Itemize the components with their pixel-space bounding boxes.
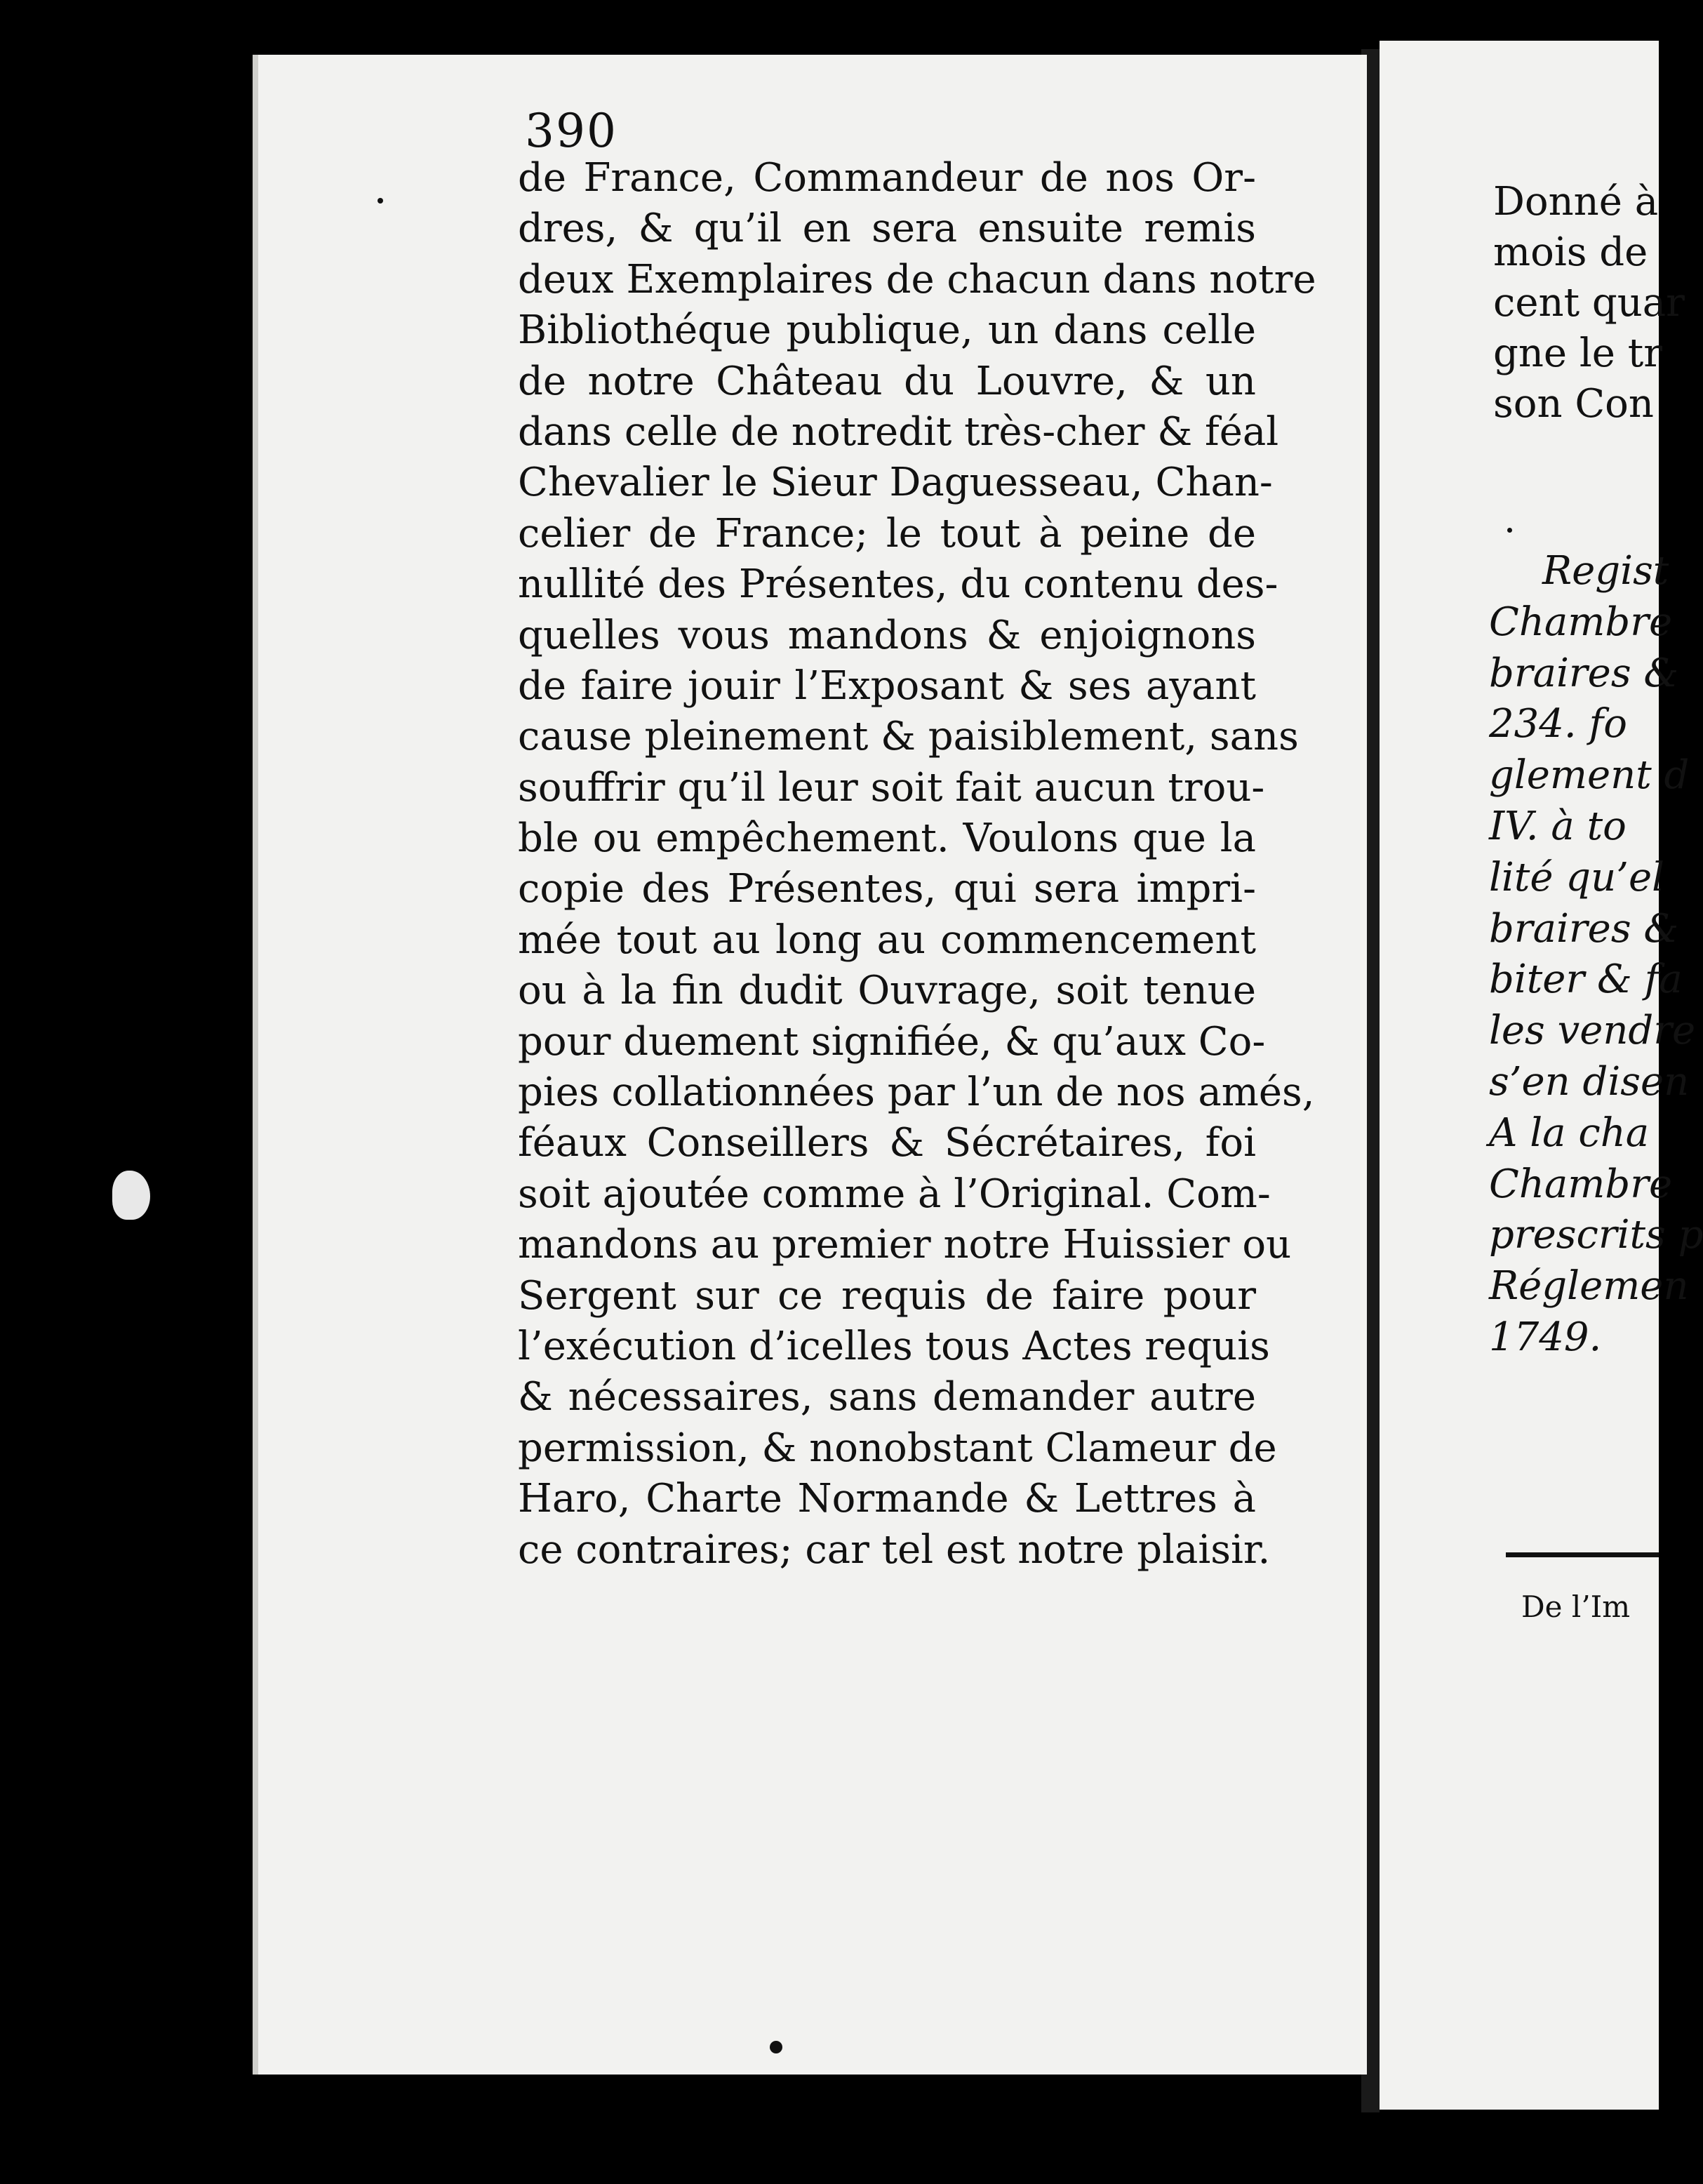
right-text-line: mois de bbox=[1493, 229, 1648, 275]
right-text-line: cent quar bbox=[1493, 280, 1685, 326]
right-italic-line: prescrits p bbox=[1489, 1212, 1703, 1258]
text-line: de faire jouir l’Exposant & ses ayant bbox=[518, 662, 1256, 709]
right-italic-line: 1749. bbox=[1489, 1314, 1602, 1360]
right-italic-line: Regist bbox=[1542, 548, 1669, 594]
right-page-registration-text bbox=[1489, 546, 1703, 1364]
right-italic-line: glement d bbox=[1489, 752, 1690, 799]
right-italic-line: s’en disen bbox=[1489, 1058, 1690, 1105]
text-line: de notre Château du Louvre, & un bbox=[518, 358, 1256, 404]
text-line: Sergent sur ce requis de faire pour bbox=[518, 1272, 1256, 1319]
ink-speck bbox=[1507, 528, 1512, 533]
right-text-line: son Con bbox=[1493, 381, 1654, 427]
text-line: ou à la fin dudit Ouvrage, soit tenue bbox=[518, 968, 1256, 1014]
ink-speck bbox=[378, 198, 383, 204]
body-text bbox=[518, 153, 1316, 1576]
right-text-line: Donné à bbox=[1493, 179, 1659, 225]
right-italic-line: braires & bbox=[1489, 650, 1679, 696]
right-italic-line: Réglemen bbox=[1489, 1263, 1689, 1310]
text-line: pies collationnées par l’un de nos amés, bbox=[518, 1070, 1315, 1116]
text-line: l’exécution d’icelles tous Actes requis bbox=[518, 1323, 1270, 1369]
text-line: deux Exemplaires de chacun dans notre bbox=[518, 256, 1316, 302]
paper-blot bbox=[112, 1171, 150, 1220]
right-italic-line: biter & fa bbox=[1489, 957, 1683, 1003]
text-line: permission, & nonobstant Clameur de bbox=[518, 1425, 1277, 1471]
text-line: dans celle de notredit très-cher & féal bbox=[518, 408, 1279, 455]
text-line: féaux Conseillers & Sécrétaires, foi bbox=[518, 1120, 1256, 1166]
text-line: mée tout au long au commencement bbox=[518, 917, 1256, 963]
right-text-line: gne le tr bbox=[1493, 331, 1662, 376]
text-line: souffrir qu’il leur soit fait aucun trou- bbox=[518, 764, 1265, 811]
text-line: nullité des Présentes, du contenu des- bbox=[518, 561, 1278, 608]
right-page-upper-text bbox=[1493, 177, 1685, 430]
text-line: celier de France; le tout à peine de bbox=[518, 510, 1256, 557]
text-line: dres, & qu’il en sera ensuite remis bbox=[518, 206, 1256, 252]
text-line: ce contraires; car tel est notre plaisir. bbox=[518, 1526, 1271, 1573]
right-italic-line: Chambre bbox=[1489, 1161, 1673, 1207]
text-line: quelles vous mandons & enjoignons bbox=[518, 612, 1256, 658]
right-italic-line: lité qu’el bbox=[1489, 854, 1665, 900]
text-line: soit ajoutée comme à l’Original. Com- bbox=[518, 1171, 1271, 1217]
page-number: 390 bbox=[525, 104, 617, 158]
ink-speck bbox=[770, 2041, 782, 2053]
right-italic-line: A la cha bbox=[1489, 1110, 1650, 1156]
text-line: copie des Présentes, qui sera impri- bbox=[518, 866, 1256, 912]
right-italic-line: les vendre bbox=[1489, 1008, 1696, 1054]
text-line: pour duement signifiée, & qu’aux Co- bbox=[518, 1018, 1266, 1065]
text-line: Haro, Charte Normande & Lettres à bbox=[518, 1476, 1256, 1522]
right-italic-line: IV. à to bbox=[1489, 803, 1627, 849]
horizontal-rule bbox=[1506, 1552, 1659, 1557]
right-italic-line: Chambre bbox=[1489, 599, 1673, 645]
text-line: Chevalier le Sieur Daguesseau, Chan- bbox=[518, 460, 1273, 506]
text-line: mandons au premier notre Huissier ou bbox=[518, 1222, 1292, 1268]
right-italic-line: braires & bbox=[1489, 905, 1679, 952]
text-line: ble ou empêchement. Voulons que la bbox=[518, 815, 1256, 862]
text-line: de France, Commandeur de nos Or- bbox=[518, 155, 1256, 201]
imprint-line: De l’Im bbox=[1521, 1590, 1631, 1624]
text-line: & nécessaires, sans demander autre bbox=[518, 1374, 1256, 1420]
right-italic-line: 234. fo bbox=[1489, 701, 1627, 747]
text-line: cause pleinement & paisiblement, sans bbox=[518, 714, 1299, 760]
text-line: Bibliothéque publique, un dans celle bbox=[518, 307, 1256, 354]
